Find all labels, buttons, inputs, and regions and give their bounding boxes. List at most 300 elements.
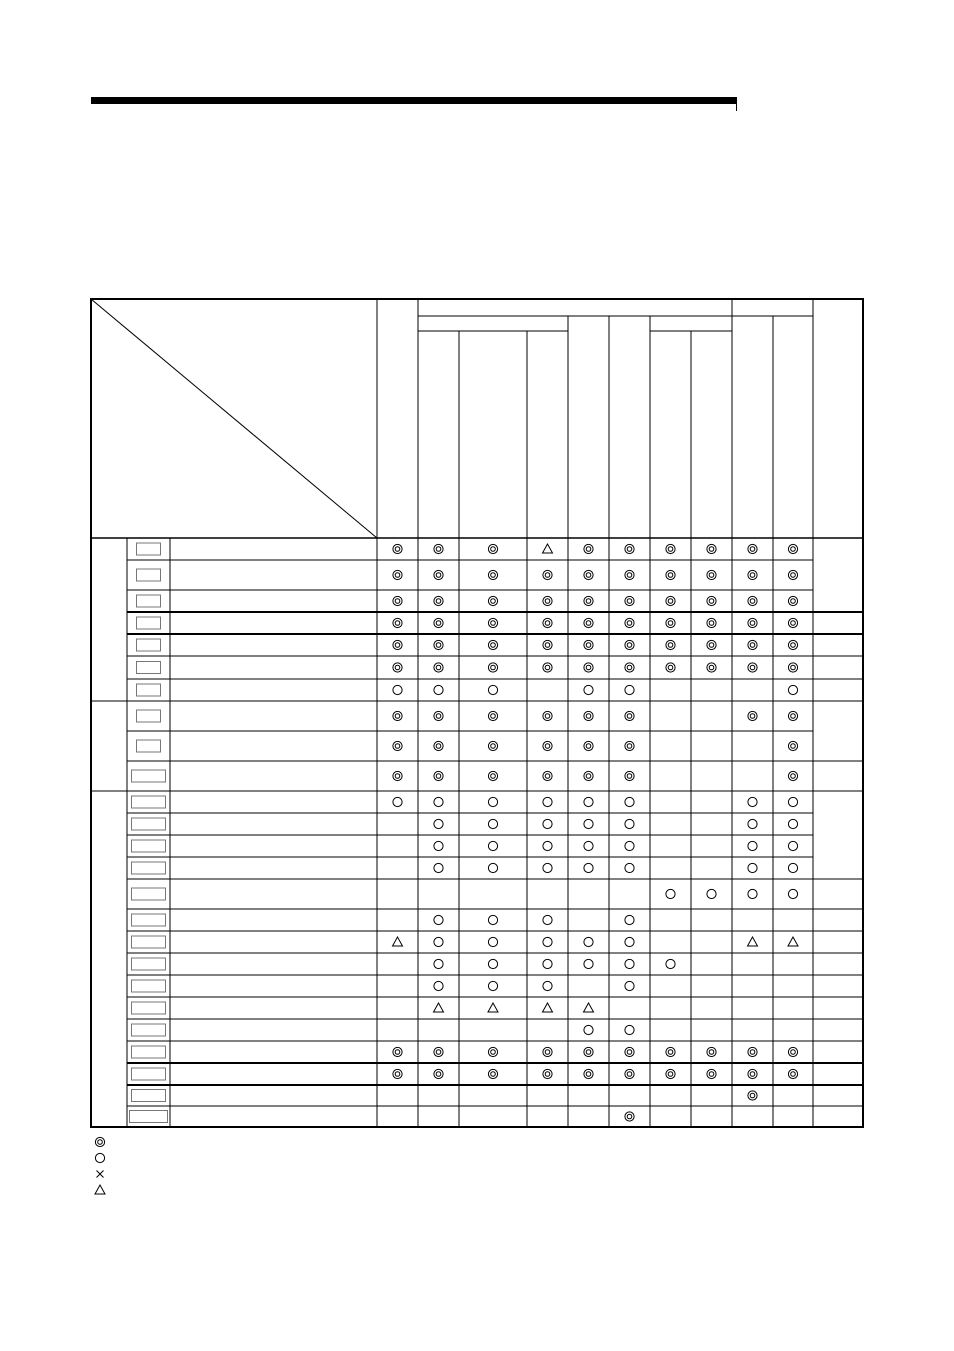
circle-mark	[748, 797, 757, 806]
circle-mark	[748, 889, 757, 898]
triangle-mark	[748, 937, 758, 946]
double-circle-mark	[788, 771, 797, 780]
double-circle-mark-inner	[98, 1140, 103, 1145]
double-circle-mark-inner	[586, 599, 591, 604]
double-circle-mark	[748, 1069, 757, 1078]
double-circle-mark	[434, 663, 443, 672]
double-circle-mark	[666, 618, 675, 627]
double-circle-mark-inner	[791, 1050, 796, 1055]
double-circle-mark-inner	[668, 599, 673, 604]
double-circle-mark	[625, 771, 634, 780]
double-circle-mark-inner	[750, 1072, 755, 1077]
double-circle-mark-inner	[709, 1072, 714, 1077]
circle-mark	[488, 959, 497, 968]
row-code-box	[132, 818, 166, 830]
double-circle-mark	[584, 640, 593, 649]
double-circle-mark	[748, 1091, 757, 1100]
header-diagonal	[91, 299, 377, 538]
double-circle-mark-inner	[436, 573, 441, 578]
circle-mark	[584, 841, 593, 850]
double-circle-mark-inner	[395, 774, 400, 779]
table-frame	[91, 299, 863, 1127]
double-circle-mark-inner	[709, 599, 714, 604]
double-circle-mark	[434, 1069, 443, 1078]
double-circle-mark	[393, 640, 402, 649]
double-circle-mark-inner	[545, 1072, 550, 1077]
double-circle-mark	[788, 570, 797, 579]
double-circle-mark	[707, 544, 716, 553]
row-code-box	[132, 1024, 166, 1036]
double-circle-mark-inner	[709, 573, 714, 578]
double-circle-mark	[625, 663, 634, 672]
double-circle-mark-inner	[586, 665, 591, 670]
double-circle-mark-inner	[491, 744, 496, 749]
double-circle-mark	[488, 570, 497, 579]
double-circle-mark-inner	[750, 573, 755, 578]
double-circle-mark	[707, 1069, 716, 1078]
double-circle-mark	[625, 640, 634, 649]
circle-mark	[788, 797, 797, 806]
circle-mark	[748, 819, 757, 828]
circle-mark	[434, 685, 443, 694]
double-circle-mark	[788, 640, 797, 649]
double-circle-mark	[748, 1047, 757, 1056]
double-circle-mark	[666, 663, 675, 672]
double-circle-mark-inner	[668, 547, 673, 552]
triangle-mark	[543, 544, 553, 553]
row-code-box	[132, 1068, 166, 1080]
triangle-mark	[788, 937, 798, 946]
double-circle-mark	[488, 711, 497, 720]
circle-mark	[434, 863, 443, 872]
double-circle-mark	[748, 544, 757, 553]
double-circle-mark	[707, 640, 716, 649]
double-circle-mark-inner	[436, 621, 441, 626]
double-circle-mark	[584, 618, 593, 627]
circle-mark	[434, 937, 443, 946]
double-circle-mark	[393, 771, 402, 780]
double-circle-mark-inner	[791, 714, 796, 719]
double-circle-mark	[488, 663, 497, 672]
double-circle-mark-inner	[627, 621, 632, 626]
circle-mark	[434, 915, 443, 924]
double-circle-mark	[488, 1069, 497, 1078]
double-circle-mark-inner	[627, 547, 632, 552]
row-code-box	[132, 914, 166, 926]
double-circle-mark	[625, 1069, 634, 1078]
double-circle-mark-inner	[491, 714, 496, 719]
circle-mark	[748, 841, 757, 850]
circle-mark	[393, 797, 402, 806]
double-circle-mark	[488, 596, 497, 605]
double-circle-mark	[748, 711, 757, 720]
double-circle-mark	[625, 741, 634, 750]
double-circle-mark-inner	[791, 573, 796, 578]
double-circle-mark-inner	[395, 714, 400, 719]
double-circle-mark-inner	[545, 1050, 550, 1055]
double-circle-mark	[748, 663, 757, 672]
double-circle-mark	[488, 544, 497, 553]
double-circle-mark-inner	[627, 599, 632, 604]
double-circle-mark	[707, 1047, 716, 1056]
row-code-box	[132, 958, 166, 970]
double-circle-mark	[788, 596, 797, 605]
double-circle-mark	[543, 711, 552, 720]
circle-mark	[434, 797, 443, 806]
double-circle-mark-inner	[491, 573, 496, 578]
circle-mark	[788, 889, 797, 898]
double-circle-mark-inner	[750, 1093, 755, 1098]
double-circle-mark-inner	[436, 774, 441, 779]
double-circle-mark-inner	[586, 714, 591, 719]
double-circle-mark	[393, 711, 402, 720]
double-circle-mark-inner	[750, 599, 755, 604]
double-circle-mark	[393, 1047, 402, 1056]
double-circle-mark-inner	[709, 621, 714, 626]
double-circle-mark	[584, 1047, 593, 1056]
double-circle-mark-inner	[709, 547, 714, 552]
double-circle-mark-inner	[791, 547, 796, 552]
double-circle-mark-inner	[545, 774, 550, 779]
double-circle-mark	[393, 1069, 402, 1078]
double-circle-mark-inner	[709, 643, 714, 648]
circle-mark	[434, 841, 443, 850]
double-circle-mark	[788, 711, 797, 720]
double-circle-mark	[748, 596, 757, 605]
circle-mark	[488, 685, 497, 694]
double-circle-mark-inner	[586, 1050, 591, 1055]
double-circle-mark-inner	[436, 665, 441, 670]
double-circle-mark	[543, 1069, 552, 1078]
row-code-box	[137, 740, 161, 752]
double-circle-mark	[584, 544, 593, 553]
double-circle-mark	[625, 1112, 634, 1121]
row-code-box	[137, 639, 161, 651]
double-circle-mark	[434, 596, 443, 605]
double-circle-mark-inner	[395, 1072, 400, 1077]
double-circle-mark	[666, 1047, 675, 1056]
double-circle-mark	[393, 544, 402, 553]
double-circle-mark	[584, 1069, 593, 1078]
double-circle-mark-inner	[436, 599, 441, 604]
row-code-box	[137, 710, 161, 722]
triangle-mark	[95, 1185, 105, 1194]
row-code-box	[132, 888, 166, 900]
circle-mark	[625, 841, 634, 850]
double-circle-mark	[625, 1047, 634, 1056]
circle-mark	[625, 797, 634, 806]
double-circle-mark-inner	[750, 621, 755, 626]
double-circle-mark	[434, 711, 443, 720]
double-circle-mark-inner	[491, 665, 496, 670]
double-circle-mark-inner	[436, 1050, 441, 1055]
triangle-mark	[393, 937, 403, 946]
triangle-mark	[488, 1003, 498, 1012]
row-code-box	[132, 980, 166, 992]
double-circle-mark-inner	[627, 774, 632, 779]
double-circle-mark	[748, 618, 757, 627]
double-circle-mark-inner	[791, 643, 796, 648]
double-circle-mark	[666, 1069, 675, 1078]
double-circle-mark-inner	[750, 547, 755, 552]
double-circle-mark-inner	[491, 599, 496, 604]
double-circle-mark-inner	[491, 643, 496, 648]
double-circle-mark	[625, 570, 634, 579]
double-circle-mark-inner	[491, 1050, 496, 1055]
double-circle-mark	[434, 741, 443, 750]
row-code-box	[132, 770, 166, 782]
double-circle-mark	[434, 618, 443, 627]
circle-mark	[584, 685, 593, 694]
circle-mark	[584, 863, 593, 872]
double-circle-mark-inner	[750, 665, 755, 670]
double-circle-mark	[543, 741, 552, 750]
circle-mark	[543, 797, 552, 806]
double-circle-mark	[707, 570, 716, 579]
double-circle-mark-inner	[627, 665, 632, 670]
double-circle-mark	[584, 596, 593, 605]
double-circle-mark	[488, 741, 497, 750]
circle-mark	[543, 959, 552, 968]
double-circle-mark-inner	[395, 643, 400, 648]
circle-mark	[666, 959, 675, 968]
circle-mark	[488, 981, 497, 990]
double-circle-mark	[625, 711, 634, 720]
circle-mark	[788, 685, 797, 694]
circle-mark	[584, 1025, 593, 1034]
row-code-box	[132, 936, 166, 948]
double-circle-mark-inner	[627, 714, 632, 719]
double-circle-mark	[543, 618, 552, 627]
circle-mark	[434, 981, 443, 990]
circle-mark	[543, 937, 552, 946]
double-circle-mark-inner	[668, 1072, 673, 1077]
double-circle-mark-inner	[586, 1072, 591, 1077]
double-circle-mark-inner	[436, 1072, 441, 1077]
double-circle-mark-inner	[750, 714, 755, 719]
double-circle-mark-inner	[627, 744, 632, 749]
double-circle-mark	[393, 596, 402, 605]
triangle-mark	[434, 1003, 444, 1012]
circle-mark	[488, 915, 497, 924]
circle-mark	[584, 959, 593, 968]
circle-mark	[488, 863, 497, 872]
double-circle-mark-inner	[491, 621, 496, 626]
double-circle-mark-inner	[586, 547, 591, 552]
circle-mark	[543, 915, 552, 924]
double-circle-mark	[393, 570, 402, 579]
circle-mark	[543, 981, 552, 990]
double-circle-mark	[543, 1047, 552, 1056]
double-circle-mark-inner	[436, 744, 441, 749]
double-circle-mark	[543, 663, 552, 672]
triangle-mark	[543, 1003, 553, 1012]
double-circle-mark-inner	[791, 744, 796, 749]
row-code-box	[132, 1046, 166, 1058]
double-circle-mark	[748, 570, 757, 579]
circle-mark	[488, 797, 497, 806]
circle-mark	[543, 841, 552, 850]
row-code-box	[137, 569, 161, 581]
circle-mark	[625, 981, 634, 990]
circle-mark	[488, 937, 497, 946]
circle-mark	[434, 819, 443, 828]
double-circle-mark-inner	[586, 643, 591, 648]
circle-mark	[625, 959, 634, 968]
circle-mark	[788, 841, 797, 850]
double-circle-mark-inner	[491, 547, 496, 552]
double-circle-mark	[748, 640, 757, 649]
double-circle-mark	[543, 596, 552, 605]
double-circle-mark-inner	[436, 547, 441, 552]
double-circle-mark	[788, 1069, 797, 1078]
double-circle-mark	[666, 570, 675, 579]
circle-mark	[434, 959, 443, 968]
double-circle-mark	[788, 1047, 797, 1056]
double-circle-mark-inner	[586, 744, 591, 749]
double-circle-mark-inner	[545, 714, 550, 719]
double-circle-mark	[788, 663, 797, 672]
double-circle-mark	[625, 544, 634, 553]
cross-mark	[97, 1171, 104, 1178]
circle-mark	[788, 863, 797, 872]
double-circle-mark-inner	[791, 665, 796, 670]
double-circle-mark-inner	[395, 547, 400, 552]
double-circle-mark-inner	[545, 643, 550, 648]
row-code-box	[132, 796, 166, 808]
double-circle-mark-inner	[750, 1050, 755, 1055]
row-code-box	[137, 543, 161, 555]
double-circle-mark	[584, 771, 593, 780]
double-circle-mark-inner	[545, 744, 550, 749]
double-circle-mark-inner	[545, 621, 550, 626]
double-circle-mark	[488, 618, 497, 627]
double-circle-mark-inner	[791, 1072, 796, 1077]
double-circle-mark	[543, 640, 552, 649]
double-circle-mark	[584, 741, 593, 750]
double-circle-mark-inner	[791, 599, 796, 604]
double-circle-mark	[584, 663, 593, 672]
double-circle-mark-inner	[668, 621, 673, 626]
double-circle-mark-inner	[395, 744, 400, 749]
double-circle-mark	[434, 544, 443, 553]
double-circle-mark	[788, 544, 797, 553]
circle-mark	[625, 915, 634, 924]
double-circle-mark	[666, 596, 675, 605]
circle-mark	[543, 819, 552, 828]
double-circle-mark	[788, 741, 797, 750]
row-code-box	[137, 662, 161, 674]
double-circle-mark	[584, 711, 593, 720]
row-code-box	[132, 1002, 166, 1014]
double-circle-mark-inner	[545, 665, 550, 670]
double-circle-mark	[666, 544, 675, 553]
circle-mark	[488, 819, 497, 828]
circle-mark	[584, 819, 593, 828]
double-circle-mark-inner	[627, 1114, 632, 1119]
double-circle-mark-inner	[491, 1072, 496, 1077]
double-circle-mark-inner	[395, 599, 400, 604]
double-circle-mark	[393, 663, 402, 672]
double-circle-mark	[488, 1047, 497, 1056]
circle-mark	[625, 685, 634, 694]
double-circle-mark	[488, 640, 497, 649]
double-circle-mark-inner	[791, 621, 796, 626]
double-circle-mark	[788, 618, 797, 627]
double-circle-mark	[707, 663, 716, 672]
double-circle-mark	[488, 771, 497, 780]
double-circle-mark-inner	[586, 573, 591, 578]
circle-mark	[788, 819, 797, 828]
circle-mark	[584, 797, 593, 806]
double-circle-mark-inner	[791, 774, 796, 779]
circle-mark	[393, 685, 402, 694]
double-circle-mark	[625, 618, 634, 627]
double-circle-mark	[707, 618, 716, 627]
double-circle-mark	[393, 618, 402, 627]
row-code-box	[132, 862, 166, 874]
double-circle-mark-inner	[668, 665, 673, 670]
double-circle-mark-inner	[586, 621, 591, 626]
double-circle-mark-inner	[436, 714, 441, 719]
double-circle-mark-inner	[545, 573, 550, 578]
circle-mark	[625, 1025, 634, 1034]
double-circle-mark	[666, 640, 675, 649]
double-circle-mark-inner	[668, 573, 673, 578]
double-circle-mark-inner	[627, 643, 632, 648]
double-circle-mark-inner	[709, 665, 714, 670]
double-circle-mark	[434, 771, 443, 780]
double-circle-mark-inner	[491, 774, 496, 779]
circle-mark	[748, 863, 757, 872]
double-circle-mark	[584, 570, 593, 579]
double-circle-mark-inner	[436, 643, 441, 648]
double-circle-mark-inner	[395, 665, 400, 670]
circle-mark	[625, 937, 634, 946]
circle-mark	[666, 889, 675, 898]
double-circle-mark	[434, 1047, 443, 1056]
double-circle-mark-inner	[395, 621, 400, 626]
double-circle-mark-inner	[545, 599, 550, 604]
double-circle-mark-inner	[668, 1050, 673, 1055]
double-circle-mark-inner	[627, 1072, 632, 1077]
double-circle-mark-inner	[627, 573, 632, 578]
row-code-box	[132, 840, 166, 852]
circle-mark	[488, 841, 497, 850]
row-code-box	[137, 617, 161, 629]
double-circle-mark	[434, 640, 443, 649]
circle-mark	[543, 863, 552, 872]
double-circle-mark-inner	[668, 643, 673, 648]
row-code-box	[130, 1111, 168, 1123]
circle-mark	[584, 937, 593, 946]
triangle-mark	[584, 1003, 594, 1012]
circle-mark	[95, 1153, 104, 1162]
double-circle-mark	[625, 596, 634, 605]
double-circle-mark-inner	[395, 1050, 400, 1055]
double-circle-mark	[707, 596, 716, 605]
double-circle-mark-inner	[627, 1050, 632, 1055]
circle-mark	[625, 819, 634, 828]
double-circle-mark	[543, 570, 552, 579]
double-circle-mark	[95, 1137, 104, 1146]
double-circle-mark	[434, 570, 443, 579]
double-circle-mark-inner	[586, 774, 591, 779]
circle-mark	[707, 889, 716, 898]
row-code-box	[132, 1090, 166, 1102]
row-code-box	[137, 595, 161, 607]
double-circle-mark-inner	[709, 1050, 714, 1055]
